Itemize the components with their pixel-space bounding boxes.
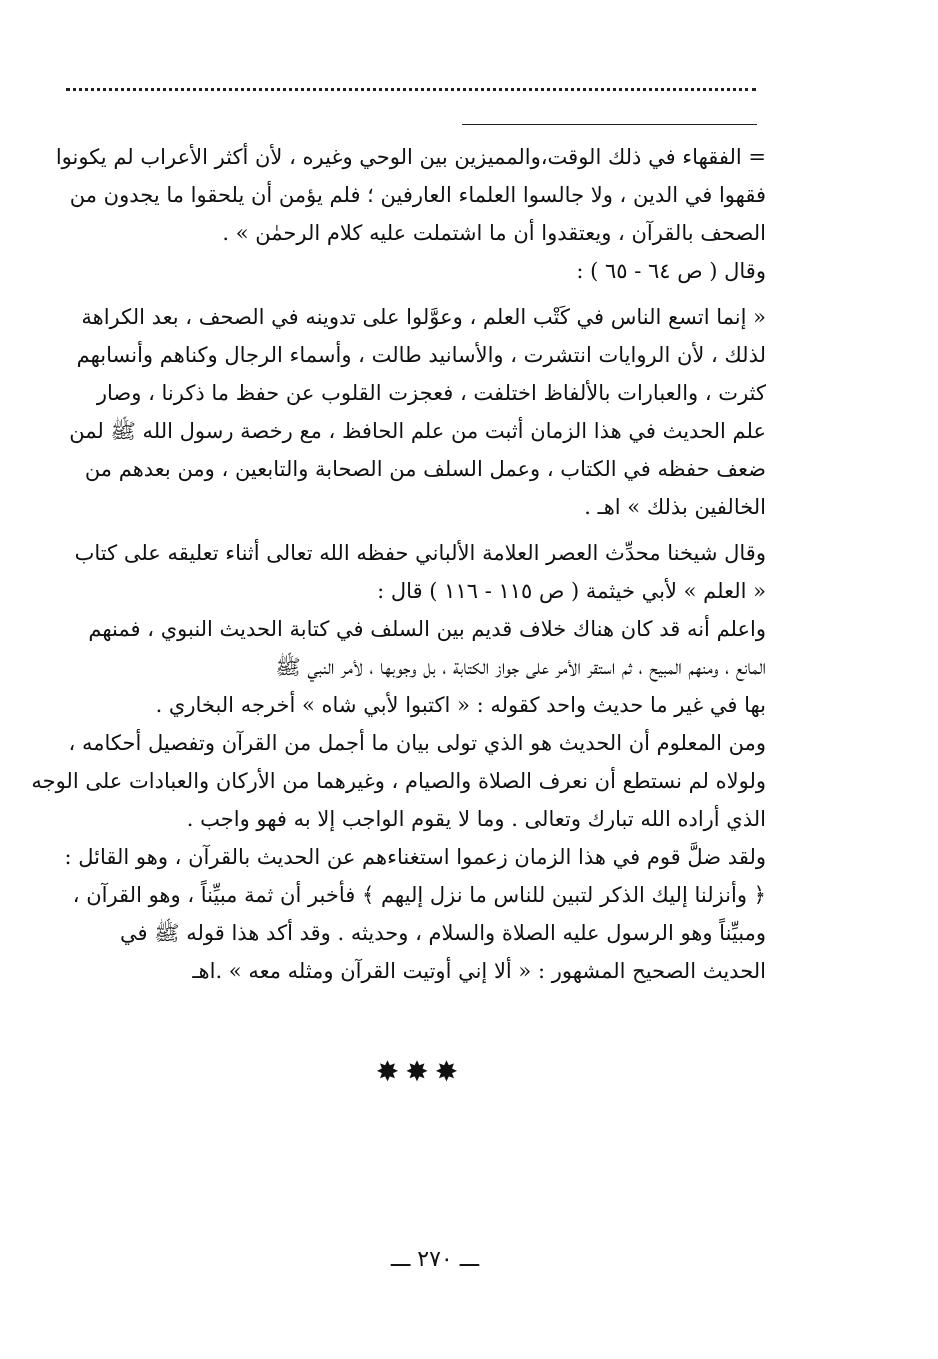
paragraph-gap: [66, 290, 766, 298]
text-line: الحديث الصحيح المشهور : « ألا إني أوتيت القرآن ومثله معه » .اهـ: [192, 959, 766, 983]
paragraph-gap: [66, 526, 766, 534]
text-line: الصحف بالقرآن ، ويعتقدوا أن ما اشتملت عليه كلام الرحمٰن » .: [222, 221, 766, 245]
text-line: ومن المعلوم أن الحديث هو الذي تولى بيان ما أجمل من القرآن وتفصيل أحكامه ،: [68, 731, 766, 755]
text-line: ولولاه لم نستطع أن نعرف الصلاة والصيام ، وغيرهما من الأركان والعبادات على الوجه: [31, 769, 766, 793]
text-line: « العلم » لأبي خيثمة ( ص ١١٥ - ١١٦ ) قال :: [377, 579, 766, 603]
section-divider: ✸✸✸: [375, 1055, 465, 1088]
text-line: ﴿ وأنزلنا إليك الذكر لتبين للناس ما نزل إليهم ﴾ فأخبر أن ثمة مبيِّناً ، وهو القرآن ،: [72, 883, 766, 907]
text-line: « إنما اتسع الناس في كَتْب العلم ، وعوَّلوا على تدوينه في الصحف ، بعد الكراهة: [81, 305, 766, 329]
text-line: لذلك ، لأن الروايات انتشرت ، والأسانيد طالت ، وأسماء الرجال وكناهم وأنسابهم: [76, 343, 766, 367]
text-line: بها في غير ما حديث واحد كقوله : « اكتبوا لأبي شاه » أخرجه البخاري .: [155, 693, 766, 717]
page-number: ـــ ٢٧٠ ـــ: [390, 1247, 480, 1272]
text-line: ولقد ضلَّ قوم في هذا الزمان زعموا استغناءهم عن الحديث بالقرآن ، وهو القائل :: [64, 845, 766, 869]
text-line: ضعف حفظه في الكتاب ، وعمل السلف من الصحابة والتابعين ، ومن بعدهم من: [84, 457, 766, 481]
text-line: علم الحديث في هذا الزمان أثبت من علم الحافظ ، مع رخصة رسول الله ﷺ لمن: [69, 419, 766, 443]
footnote-rule: [462, 124, 757, 125]
text-line: كثرت ، والعبارات بالألفاظ اختلفت ، فعجزت القلوب عن حفظ ما ذكرنا ، وصار: [96, 381, 766, 405]
body-text: [31, 138, 766, 990]
text-line: وقال ( ص ٦٤ - ٦٥ ) :: [576, 259, 766, 283]
text-line: = الفقهاء في ذلك الوقت،والمميزين بين الوحي وغيره ، لأن أكثر الأعراب لم يكونوا: [55, 145, 766, 169]
text-line: واعلم أنه قد كان هناك خلاف قديم بين السلف في كتابة الحديث النبوي ، فمنهم: [88, 617, 766, 641]
text-line: ومبيِّناً وهو الرسول عليه الصلاة والسلام ، وحديثه . وقد أكد هذا قوله ﷺ في: [119, 921, 766, 945]
text-line: الخالفين بذلك » اهـ .: [584, 495, 766, 519]
dotted-separator: [66, 70, 756, 91]
text-line: المانع ، ومنهم المبيح ، ثم استقر الأمر على جواز الكتابة ، بل وجوبها ، لأمر النبي ﷺ: [275, 655, 766, 679]
text-line: الذي أراده الله تبارك وتعالى . وما لا يقوم الواجب إلا به فهو واجب .: [186, 807, 766, 831]
text-line: وقال شيخنا محدِّث العصر العلامة الألباني حفظه الله تعالى أثناء تعليقه على كتاب: [74, 541, 766, 565]
text-line: فقهوا في الدين ، ولا جالسوا العلماء العارفين ؛ فلم يؤمن أن يلحقوا ما يجدون من: [69, 183, 766, 207]
